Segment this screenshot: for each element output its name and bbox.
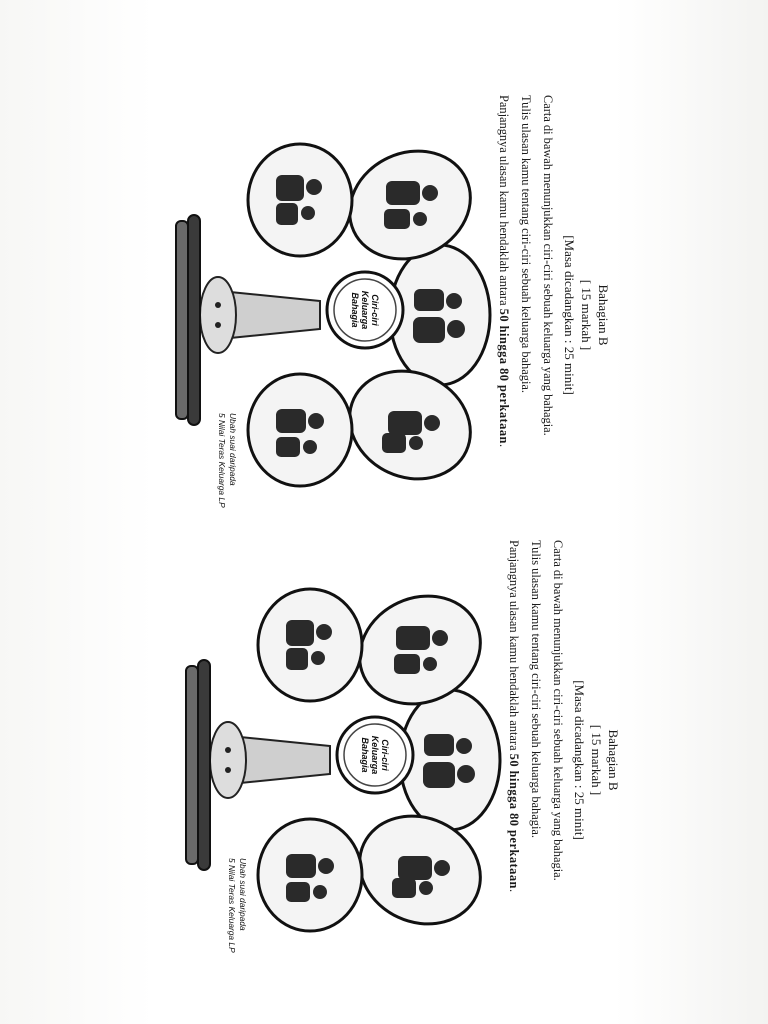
time-note: [Masa dicadangkan : 25 minit] [572,680,587,840]
credit-line-1: Ubah suai daripada [228,413,238,486]
stand-bottom [176,221,188,419]
stem-base [210,722,246,798]
source-credit [226,858,248,978]
stand-top [188,215,200,425]
marks-label: [ 15 markah ] [589,724,604,796]
stand-top [198,660,210,870]
credit-line-2: 5 Nilai Teras Keluarga LP [217,413,227,508]
chart-center-label [340,720,410,790]
stem-base [200,277,236,353]
instruction-line-3-start: Panjangnya ulasan kamu hendaklah antara [507,540,521,754]
exam-section-copy-1 [152,95,612,535]
chart-center-label [330,275,400,345]
base-decoration [215,322,221,328]
section-heading: Bahagian B [606,729,621,791]
instructions-block [503,540,622,980]
center-label-line-1: Ciri-ciri [370,294,380,326]
instruction-line-1: Carta di bawah menunjukkan ciri-ciri sebuah keluarga yang bahagia. [551,540,565,881]
base-decoration [225,767,231,773]
center-label-line-3: Bahagia [360,737,370,773]
credit-line-1: Ubah suai daripada [238,858,248,931]
family-flower-chart [170,550,510,970]
petal-top [400,690,500,830]
center-label-line-1: Ciri-ciri [380,739,390,771]
instructions-block [493,95,612,535]
time-note: [Masa dicadangkan : 25 minit] [562,235,577,395]
word-count-requirement: 50 hingga 80 perkataan [507,753,521,889]
section-heading: Bahagian B [596,284,611,346]
exam-section-copy-2 [162,540,622,980]
instruction-line-3-end: . [497,443,511,448]
instruction-line-1: Carta di bawah menunjukkan ciri-ciri sebuah keluarga yang bahagia. [541,95,555,436]
source-credit [216,413,238,533]
instruction-line-2: Tulis ulasan kamu tentang ciri-ciri sebuah keluarga bahagia. [519,95,533,393]
instruction-line-3-end: . [507,888,521,893]
base-decoration [225,747,231,753]
instruction-line-2: Tulis ulasan kamu tentang ciri-ciri sebuah keluarga bahagia. [529,540,543,838]
marks-label: [ 15 markah ] [579,279,594,351]
credit-line-2: 5 Nilai Teras Keluarga LP [227,858,237,953]
center-label-line-3: Bahagia [350,292,360,328]
family-flower-chart [160,105,500,525]
center-label-line-2: Keluarga [370,735,380,775]
stand-bottom [186,666,198,864]
center-label-line-2: Keluarga [360,290,370,330]
instruction-line-3-start: Panjangnya ulasan kamu hendaklah antara [497,95,511,309]
petal-top [390,245,490,385]
base-decoration [215,302,221,308]
word-count-requirement: 50 hingga 80 perkataan [497,308,511,444]
